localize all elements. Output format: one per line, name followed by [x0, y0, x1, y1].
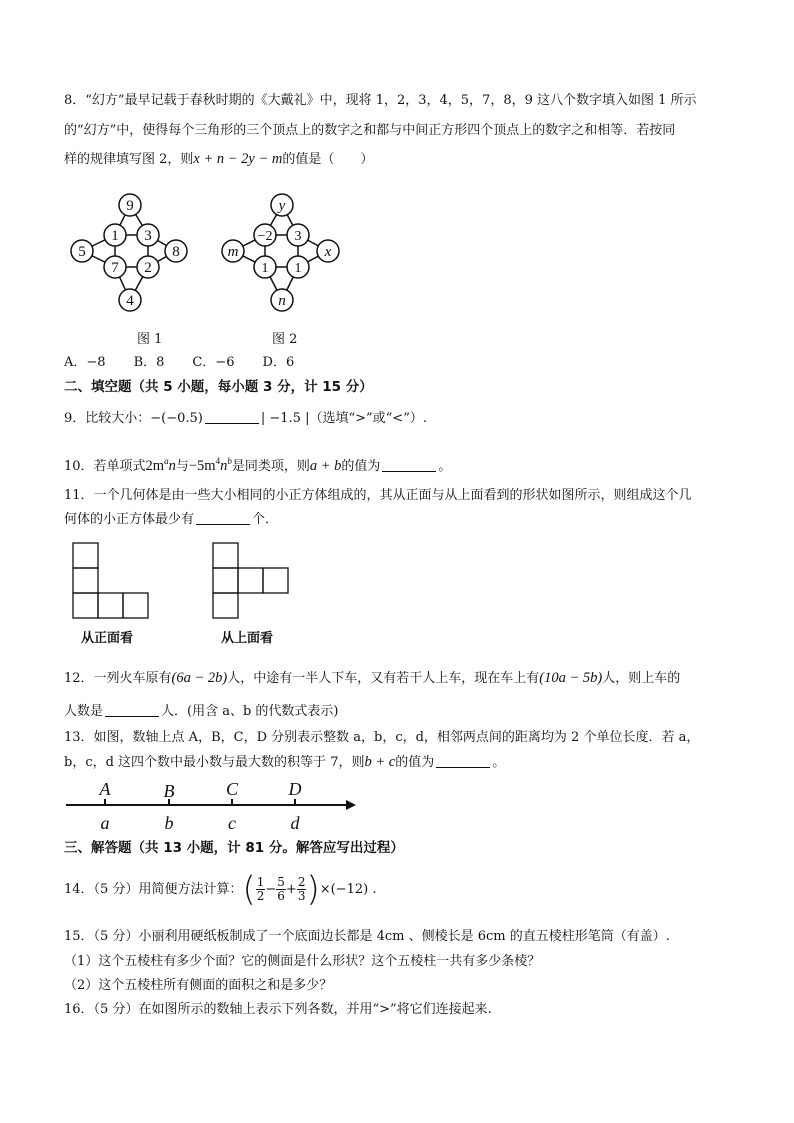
fig2-bottom: n [278, 293, 286, 309]
option-d: D．6 [262, 355, 295, 370]
fig2-sq-br: 1 [294, 261, 302, 276]
q15-sub2: （2）这个五棱柱所有侧面的面积之和是多少？ [64, 978, 333, 993]
q13-line2: b，c，d 这四个数中最小数与最大数的积等于 7，则b + c的值为 。 [64, 754, 506, 770]
q12-blank [105, 703, 159, 717]
top-view-label: 从上面看 [221, 631, 274, 646]
fig2-sq-bl: 1 [261, 261, 269, 276]
q13-blank [436, 754, 490, 768]
fig2-left: m [227, 244, 239, 260]
front-view-label: 从正面看 [81, 631, 134, 646]
q8-line3: 样的规律填写图 2，则x + n − 2y − m的值是（ ） [64, 151, 374, 167]
q9: 9．比较大小：−(−0.5) | −1.5 |（选填“>”或“<”）. [64, 411, 427, 426]
fig1-top: 9 [126, 198, 134, 214]
q14-frac2: $\frac{5}{6}$ [277, 875, 285, 903]
point-B: B [163, 781, 175, 801]
fig1-caption: 图 1 [137, 332, 163, 347]
q10-blank [382, 458, 436, 472]
q9-blank [205, 410, 259, 424]
fig1-left: 5 [78, 244, 86, 260]
q12-line2: 人数是 人．(用含 a、b 的代数式表示) [64, 704, 339, 719]
q15-sub1: （1）这个五棱柱有多少个面？它的侧面是什么形状？这个五棱柱一共有多少条棱？ [64, 954, 541, 969]
option-c: C．−6 [192, 355, 235, 370]
fig1-right: 8 [172, 244, 180, 260]
fig1-bottom: 4 [126, 293, 134, 309]
q8-options [64, 354, 322, 372]
point-C: C [225, 779, 239, 799]
fig2-sq-tr: 3 [294, 229, 302, 244]
front-view-figure [72, 542, 152, 624]
fig2-sq-tl: −2 [257, 229, 273, 244]
q15-line1: 15．（5 分）小丽利用硬纸板制成了一个底面边长都是 4cm 、侧棱长是 6cm 的直五棱柱形笔筒（有盖）. [64, 929, 670, 944]
magic-figure-2 [214, 190, 354, 320]
q12-line1: 12．一列火车原有(6a − 2b)人，中途有一半人下车，又有若干人上车，现在车上有(10a − 5b)人，则上车的 [64, 670, 681, 686]
fig1-sq-br: 2 [144, 260, 152, 276]
q11-blank [196, 511, 250, 525]
label-c: c [228, 813, 236, 833]
magic-figure-1 [60, 190, 200, 320]
number-line-q13 [64, 778, 364, 834]
q16-line1: 16．（5 分）在如图所示的数轴上表示下列各数，并用“>”将它们连接起来. [64, 1002, 492, 1017]
point-A: A [99, 779, 111, 799]
point-D: D [288, 779, 302, 799]
fig1-sq-bl: 7 [111, 260, 119, 276]
q10: 10．若单项式$2m^an$与$-5m^4n^b$是同类项，则a + b的值为 。 [64, 456, 452, 474]
option-a: A．−8 [64, 355, 106, 370]
q11-line2: 何体的小正方体最少有 个． [64, 512, 279, 527]
fig2-top: y [278, 198, 286, 214]
q8-line1: 8．“幻方”最早记载于春秋时期的《大戴礼》中，现将 1，2，3，4，5，7，8，9 这八个数字填入如图 1 所示 [64, 93, 697, 108]
fig1-sq-tr: 3 [144, 228, 152, 244]
option-b: B．8 [133, 355, 165, 370]
section3-title: 三、解答题（共 13 小题，计 81 分。解答应写出过程） [64, 840, 404, 856]
top-view-figure [212, 542, 292, 624]
fig2-caption: 图 2 [272, 332, 298, 347]
q14-frac3: $\frac{2}{3}$ [297, 875, 306, 903]
fig1-sq-tl: 1 [111, 228, 119, 244]
q11-line1: 11．一个几何体是由一些大小相同的小正方体组成的，其从正面与从上面看到的形状如图所示，则组成这个几 [64, 488, 692, 503]
q8-line2: 的“幻方”中，使得每个三角形的三个顶点上的数字之和都与中间正方形四个顶点上的数字之和相等．若按同 [64, 123, 676, 138]
q14: 14．（5 分）用简便方法计算：( $\frac{1}{2}$ − $\frac{5}{6}$ + $\frac{2}{3}$ )×(−12) . [64, 869, 377, 910]
q13-line1: 13．如图，数轴上点 A，B，C，D 分别表示整数 a，b，c，d，相邻两点间的距离均为 2 个单位长度．若 a， [64, 730, 700, 745]
section2-title: 二、填空题（共 5 小题，每小题 3 分，计 15 分） [64, 379, 373, 395]
label-d: d [290, 813, 300, 833]
label-b: b [164, 813, 174, 833]
fig2-right: x [324, 244, 332, 260]
q14-frac1: $\frac{1}{2}$ [256, 875, 265, 903]
label-a: a [100, 813, 110, 833]
